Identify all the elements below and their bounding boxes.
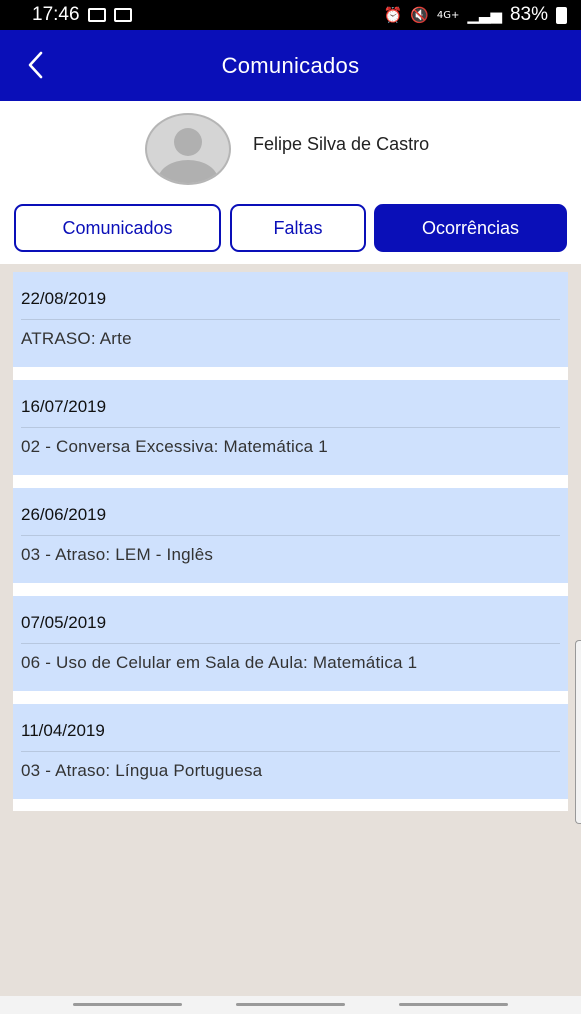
occurrence-date: 26/06/2019 (21, 505, 107, 524)
battery-icon (556, 7, 567, 24)
user-avatar-icon (145, 113, 231, 185)
edge-panel-handle[interactable] (575, 640, 581, 824)
divider (21, 427, 560, 428)
app-notification-icon (114, 8, 132, 22)
tab-comunicados[interactable]: Comunicados (14, 204, 221, 252)
signal-icon: ▁▃▅ (467, 6, 502, 24)
network-type-icon: 4G+ (436, 9, 460, 21)
list-item[interactable] (13, 272, 568, 367)
tab-ocorrencias[interactable]: Ocorrências (374, 204, 567, 252)
battery-percent: 83% (509, 4, 548, 25)
occurrence-date: 16/07/2019 (21, 397, 107, 416)
occurrence-date: 22/08/2019 (21, 289, 107, 308)
divider (21, 319, 560, 320)
list-item[interactable] (13, 380, 568, 475)
mute-icon: 🔇 (410, 6, 429, 24)
occurrence-description: ATRASO: Arte (21, 329, 132, 348)
app-bar (0, 30, 581, 101)
status-time: 17:46 (32, 4, 80, 25)
alarm-icon: ⏰ (383, 6, 403, 24)
list-item[interactable] (13, 488, 568, 583)
occurrence-description: 06 - Uso de Celular em Sala de Aula: Matemática 1 (21, 653, 418, 672)
list-item[interactable] (13, 596, 568, 691)
tab-faltas[interactable]: Faltas (230, 204, 366, 252)
avatar-head (174, 128, 202, 156)
student-name: Felipe Silva de Castro (253, 134, 430, 154)
occurrence-description: 03 - Atraso: LEM - Inglês (21, 545, 214, 564)
divider (21, 535, 560, 536)
divider (21, 643, 560, 644)
status-bar (0, 0, 581, 30)
occurrence-description: 03 - Atraso: Língua Portuguesa (21, 761, 263, 780)
system-navigation-bar (0, 996, 581, 1014)
page-title: Comunicados (221, 52, 360, 78)
nav-home-button[interactable] (236, 1003, 345, 1006)
occurrences-panel[interactable] (0, 264, 581, 996)
occurrence-date: 11/04/2019 (21, 721, 105, 740)
gallery-notification-icon (88, 8, 106, 22)
nav-back-button[interactable] (399, 1003, 508, 1006)
divider (21, 751, 560, 752)
occurrence-date: 07/05/2019 (21, 613, 107, 632)
avatar-body (158, 160, 218, 185)
status-bar-left (32, 4, 132, 26)
nav-recents-button[interactable] (73, 1003, 182, 1006)
occurrence-description: 02 - Conversa Excessiva: Matemática 1 (21, 437, 328, 456)
list-item[interactable] (13, 704, 568, 799)
profile-section (0, 101, 581, 264)
status-bar-right (383, 4, 567, 26)
occurrences-list (13, 272, 568, 811)
back-arrow-icon[interactable] (22, 50, 52, 80)
